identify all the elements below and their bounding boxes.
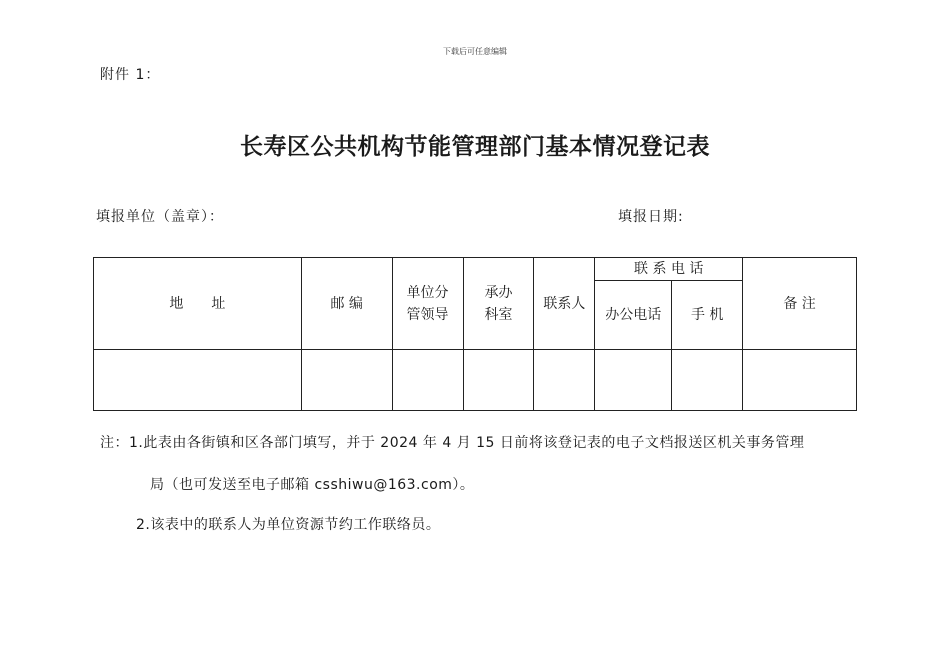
- attachment-label: 附件 1：: [100, 67, 161, 83]
- header-office-line2: 科室: [484, 306, 513, 323]
- cell-contact[interactable]: [534, 350, 595, 411]
- header-note: 下载后可任意编辑: [443, 47, 507, 56]
- note-line-3: 2.该表中的联系人为单位资源节约工作联络员。: [136, 517, 441, 533]
- header-postcode: 邮 编: [301, 258, 392, 350]
- header-leader-line2: 管领导: [406, 306, 449, 323]
- header-mobile: 手 机: [672, 281, 743, 350]
- cell-leader[interactable]: [392, 350, 463, 411]
- header-contact: 联系人: [534, 258, 595, 350]
- cell-office[interactable]: [463, 350, 534, 411]
- reporting-unit-label: 填报单位（盖章）：: [96, 209, 224, 225]
- cell-remark[interactable]: [743, 350, 857, 411]
- header-leader: [392, 258, 463, 350]
- cell-office-phone[interactable]: [595, 350, 672, 411]
- reporting-date-label: 填报日期:: [618, 209, 684, 225]
- page-title: 长寿区公共机构节能管理部门基本情况登记表: [240, 133, 710, 160]
- header-address: 地 址: [94, 258, 302, 350]
- cell-mobile[interactable]: [672, 350, 743, 411]
- note-line-2: 局（也可发送至电子邮箱 csshiwu@163.com）。: [150, 477, 475, 493]
- cell-postcode[interactable]: [301, 350, 392, 411]
- note-line-1: 注：1.此表由各街镇和区各部门填写，并于 2024 年 4 月 15 日前将该登记表的电子文档报送区机关事务管理: [100, 435, 805, 451]
- header-office-line1: 承办: [484, 284, 513, 301]
- header-phone-group: 联 系 电 话: [595, 258, 743, 281]
- registration-table: [93, 257, 857, 411]
- header-office: [463, 258, 534, 350]
- header-office-phone: 办公电话: [595, 281, 672, 350]
- header-remark: 备 注: [743, 258, 857, 350]
- header-leader-line1: 单位分: [406, 284, 449, 301]
- cell-address[interactable]: [94, 350, 302, 411]
